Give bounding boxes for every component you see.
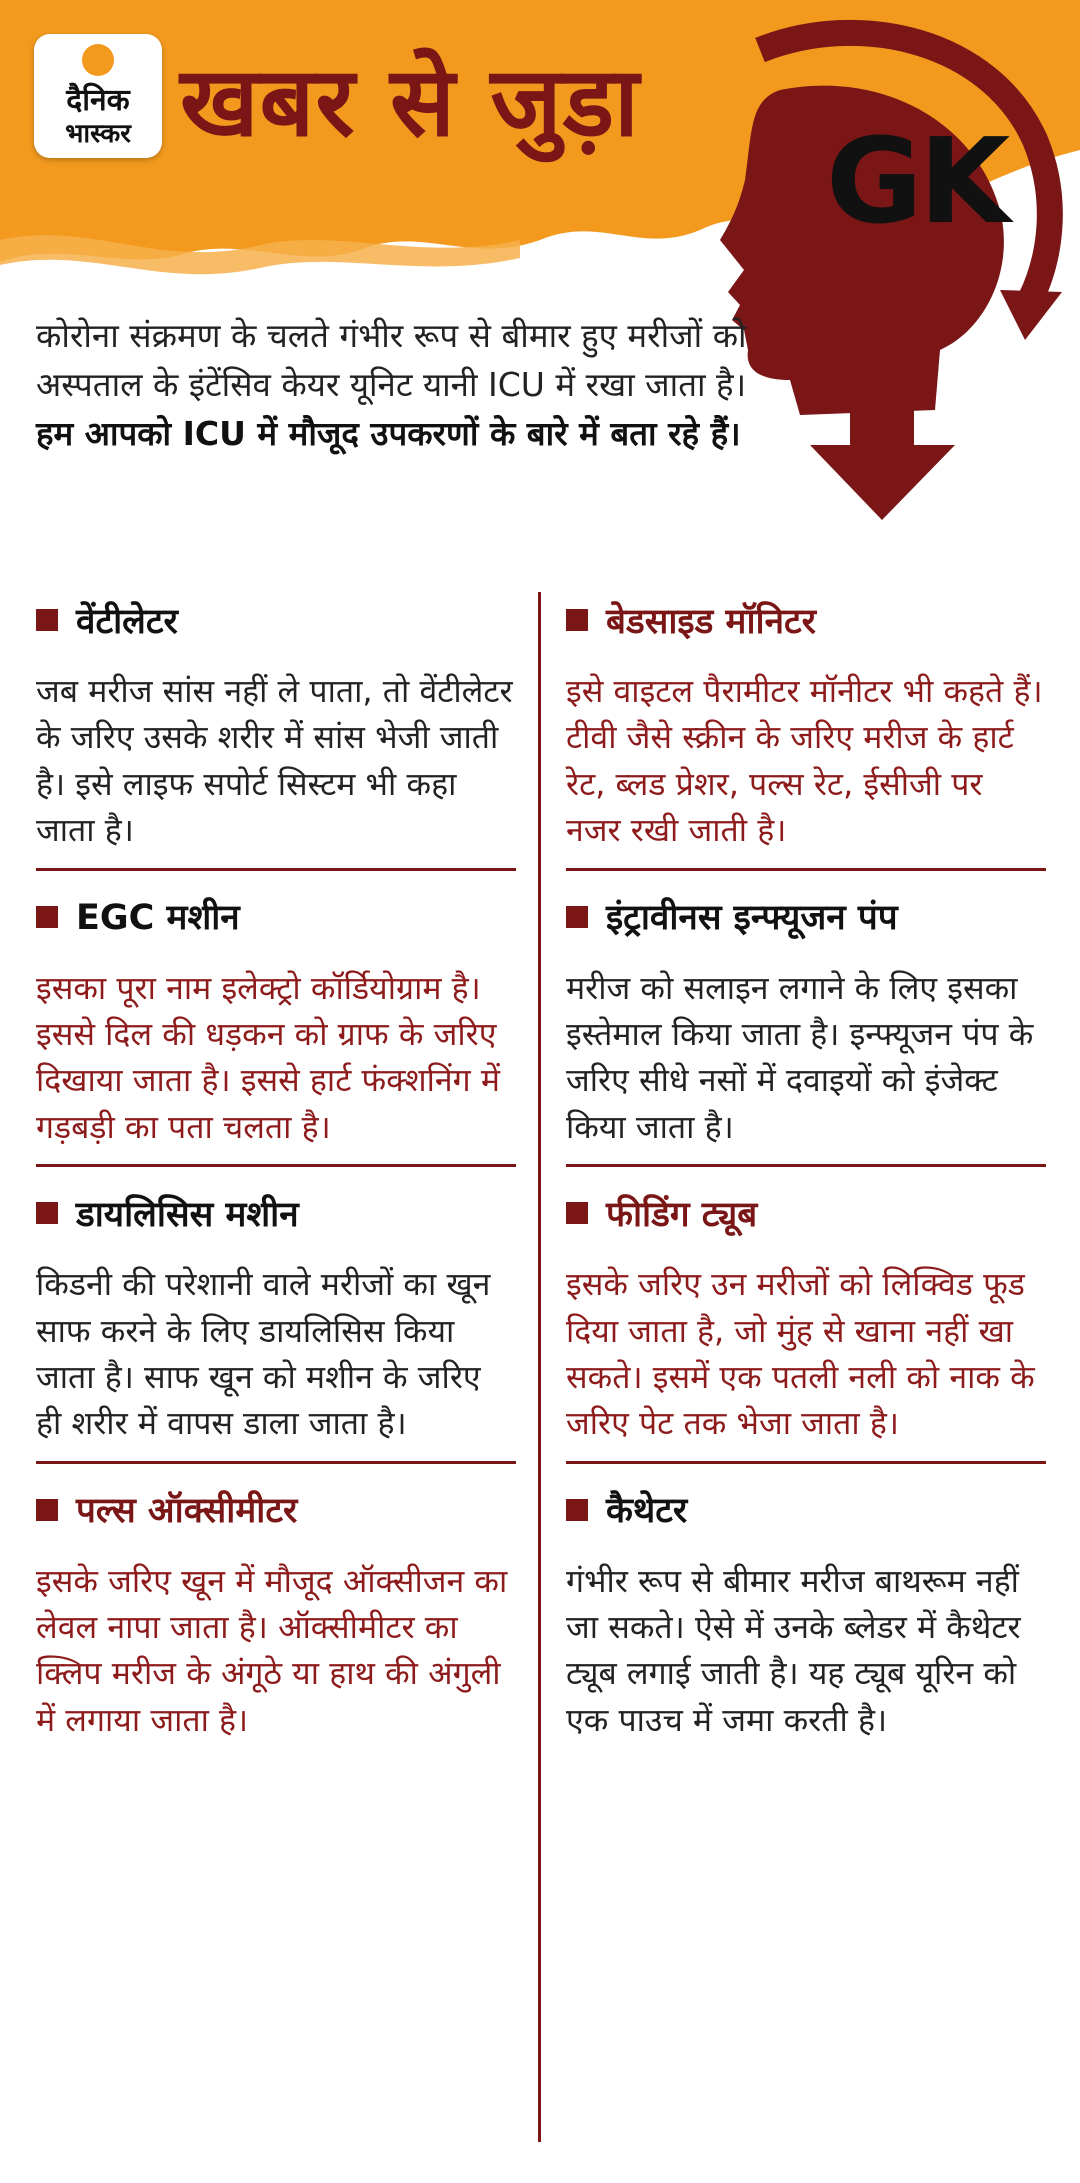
section-title [36,590,516,650]
section-title [36,1480,516,1540]
down-arrow-head [810,445,955,520]
down-arrow-shaft [850,330,914,460]
section-body: इसका पूरा नाम इलेक्ट्रो कॉर्डियोग्राम है। इससे दिल की धड़कन को ग्राफ के जरिए दिखाया जाता है। इससे हार्ट फंक्शनिंग में गड़बड़ी का पता चलता है। [36,968,500,1146]
section-title-text: इंट्रावीनस इन्फ्यूजन पंप [606,898,898,939]
intro-paragraph [36,312,756,458]
section-title-text: फीडिंग ट्यूब [606,1194,758,1235]
intro-bold-text: हम आपको ICU में मौजूद उपकरणों के बारे में बता रहे हैं। [36,413,741,453]
section-body: जब मरीज सांस नहीं ले पाता, तो वेंटीलेटर के जरिए उसके शरीर में सांस भेजी जाती है। इसे लाइफ सपोर्ट सिस्टम भी कहा जाता है। [36,672,513,850]
separator [36,1164,516,1167]
section-feeding-tube [566,1183,1046,1447]
section-catheter [566,1480,1046,1744]
section-title-text: डायलिसिस मशीन [76,1194,299,1235]
section-title-text: EGC मशीन [76,898,240,939]
right-column [566,590,1046,1743]
square-bullet-icon [566,1499,588,1521]
square-bullet-icon [36,906,58,928]
logo-line-1: दैनिक [66,83,130,118]
arrow-head-right [1000,290,1062,340]
square-bullet-icon [36,609,58,631]
section-title-text: कैथेटर [606,1491,688,1532]
headline: खबर से जुड़ा [180,46,640,158]
square-bullet-icon [36,1499,58,1521]
square-bullet-icon [566,609,588,631]
left-column [36,590,516,1743]
separator [566,1164,1046,1167]
section-title-text: पल्स ऑक्सीमीटर [76,1491,298,1532]
separator [566,868,1046,871]
section-infusion-pump [566,887,1046,1151]
section-title [36,887,516,947]
intro-text: कोरोना संक्रमण के चलते गंभीर रूप से बीमार हुए मरीजों को अस्पताल के इंटेंसिव केयर यूनिट यानी ICU में रखा जाता है। [36,316,747,404]
square-bullet-icon [36,1202,58,1224]
section-body: इसे वाइटल पैरामीटर मॉनीटर भी कहते हैं। टीवी जैसे स्क्रीन के जरिए मरीज के हार्ट रेट, ब्लड प्रेशर, पल्स रेट, ईसीजी पर नजर रखी जाती है। [566,672,1043,850]
section-title [566,887,1046,947]
logo-line-2: भास्कर [65,119,131,149]
section-bedside-monitor [566,590,1046,854]
section-ventilator [36,590,516,854]
separator [36,868,516,871]
section-title [566,590,1046,650]
section-title [566,1183,1046,1243]
section-pulse-oximeter [36,1480,516,1744]
header-banner [0,0,1080,540]
section-body: इसके जरिए खून में मौजूद ऑक्सीजन का लेवल नापा जाता है। ऑक्सीमीटर का क्लिप मरीज के अंगूठे या हाथ की अंगुली में लगाया जाता है। [36,1561,508,1739]
section-body: किडनी की परेशानी वाले मरीजों का खून साफ करने के लिए डायलिसिस किया जाता है। साफ खून को मशीन के जरिए ही शरीर में वापस डाला जाता है। [36,1265,491,1443]
section-body: इसके जरिए उन मरीजों को लिक्विड फूड दिया जाता है, जो मुंह से खाना नहीं खा सकते। इसमें एक पतली नली को नाक के जरिए पेट तक भेजा जाता है। [566,1265,1035,1443]
separator [566,1461,1046,1464]
gk-badge: GK [826,112,1007,250]
section-title [566,1480,1046,1540]
column-divider [538,592,541,2142]
section-title-text: बेडसाइड मॉनिटर [606,601,816,642]
square-bullet-icon [566,1202,588,1224]
dainik-bhaskar-logo [34,34,162,158]
section-body: गंभीर रूप से बीमार मरीज बाथरूम नहीं जा सकते। ऐसे में उनके ब्लेडर में कैथेटर ट्यूब लगाई जाती है। यह ट्यूब यूरिन को एक पाउच में जमा करती है। [566,1561,1021,1739]
section-title-text: वेंटीलेटर [76,601,178,642]
section-body: मरीज को सलाइन लगाने के लिए इसका इस्तेमाल किया जाता है। इन्फ्यूजन पंप के जरिए सीधे नसों में दवाइयों को इंजेक्ट किया जाता है। [566,968,1034,1146]
section-ecg-machine [36,887,516,1151]
separator [36,1461,516,1464]
sun-icon [82,44,114,76]
section-title [36,1183,516,1243]
section-dialysis-machine [36,1183,516,1447]
square-bullet-icon [566,906,588,928]
